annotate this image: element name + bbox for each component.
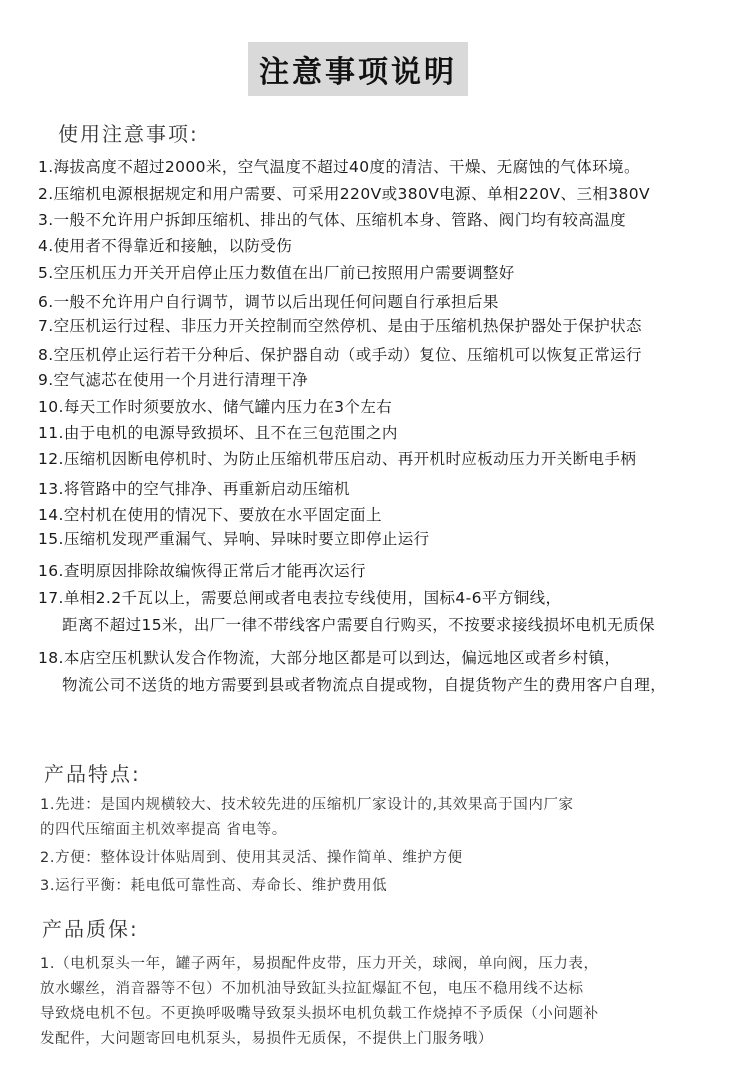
warranty-item: 放水螺丝，消音器等不包）不加机油导致缸头拉缸爆缸不包，电压不稳用线不达标 [40,981,584,997]
features-heading: 产品特点: [44,762,141,786]
usage-item: 5.空压机压力开关开启停止压力数值在出厂前已按照用户需要调整好 [38,264,515,282]
warranty-item: 1.（电机泵头一年，罐子两年，易损配件皮带，压力开关，球阀，单向阀，压力表， [40,956,599,972]
usage-item: 距离不超过15米，出厂一律不带线客户需要自行购买，不按要求接线损坏电机无质保 [62,616,655,634]
warranty-item: 导致烧电机不包。不更换呼吸嘴导致泵头损坏电机负载工作烧掉不予质保（小问题补 [40,1006,599,1022]
features-item: 3.运行平衡：耗电低可靠性高、寿命长、维护费用低 [40,878,388,894]
usage-item: 1.海拔高度不超过2000米，空气温度不超过40度的清洁、干燥、无腐蚀的气体环境。 [38,158,640,176]
usage-item: 18.本店空压机默认发合作物流，大部分地区都是可以到达，偏远地区或者乡村镇， [38,649,621,667]
features-item: 的四代压缩面主机效率提高 省电等。 [40,822,287,838]
usage-item: 13.将管路中的空气排净、再重新启动压缩机 [38,480,351,498]
warranty-heading: 产品质保: [42,917,139,941]
usage-item: 9.空气滤芯在使用一个月进行清理干净 [38,371,308,389]
usage-item: 16.查明原因排除故编恢得正常后才能再次运行 [38,562,366,580]
usage-item: 11.由于电机的电源导致损坏、且不在三包范围之内 [38,424,398,442]
usage-item: 12.压缩机因断电停机时、为防止压缩机带压启动、再开机时应板动压力开关断电手柄 [38,450,637,468]
usage-item: 8.空压机停止运行若干分种后、保护器自动（或手动）复位、压缩机可以恢复正常运行 [38,346,642,364]
usage-item: 4.使用者不得靠近和接触，以防受伤 [38,237,293,255]
usage-item: 15.压缩机发现严重漏气、异响、异味时要立即停止运行 [38,530,430,548]
usage-item: 14.空村机在使用的情况下、要放在水平固定面上 [38,506,382,524]
usage-item: 10.每天工作时须要放水、储气罐内压力在3个左右 [38,398,393,416]
usage-item: 2.压缩机电源根据规定和用户需要、可采用220V或380V电源、单相220V、三相380V [38,185,651,203]
usage-item: 3.一般不允许用户拆卸压缩机、排出的气体、压缩机本身、管路、阀门均有较高温度 [38,211,626,229]
warranty-item: 发配件，大问题寄回电机泵头，易损件无质保，不提供上门服务哦） [40,1031,493,1047]
usage-heading: 使用注意事项: [58,122,199,146]
usage-item: 物流公司不送货的地方需要到县或者物流点自提或物，自提货物产生的费用客户自理， [62,676,667,694]
usage-item: 7.空压机运行过程、非压力开关控制而空然停机、是由于压缩机热保护器处于保护状态 [38,317,642,335]
page-title: 注意事项说明 [248,42,468,96]
usage-item: 6.一般不允许用户自行调节，调节以后出现任何问题自行承担后果 [38,293,499,311]
usage-item: 17.单相2.2千瓦以上，需要总闸或者电表拉专线使用，国标4-6平方铜线， [38,589,562,607]
features-item: 1.先进：是国内规横较大、技术较先进的压缩机厂家设计的,其效果高于国内厂家 [40,797,574,813]
features-item: 2.方便：整体设计体贴周到、使用其灵活、操作简单、维护方便 [40,850,463,866]
